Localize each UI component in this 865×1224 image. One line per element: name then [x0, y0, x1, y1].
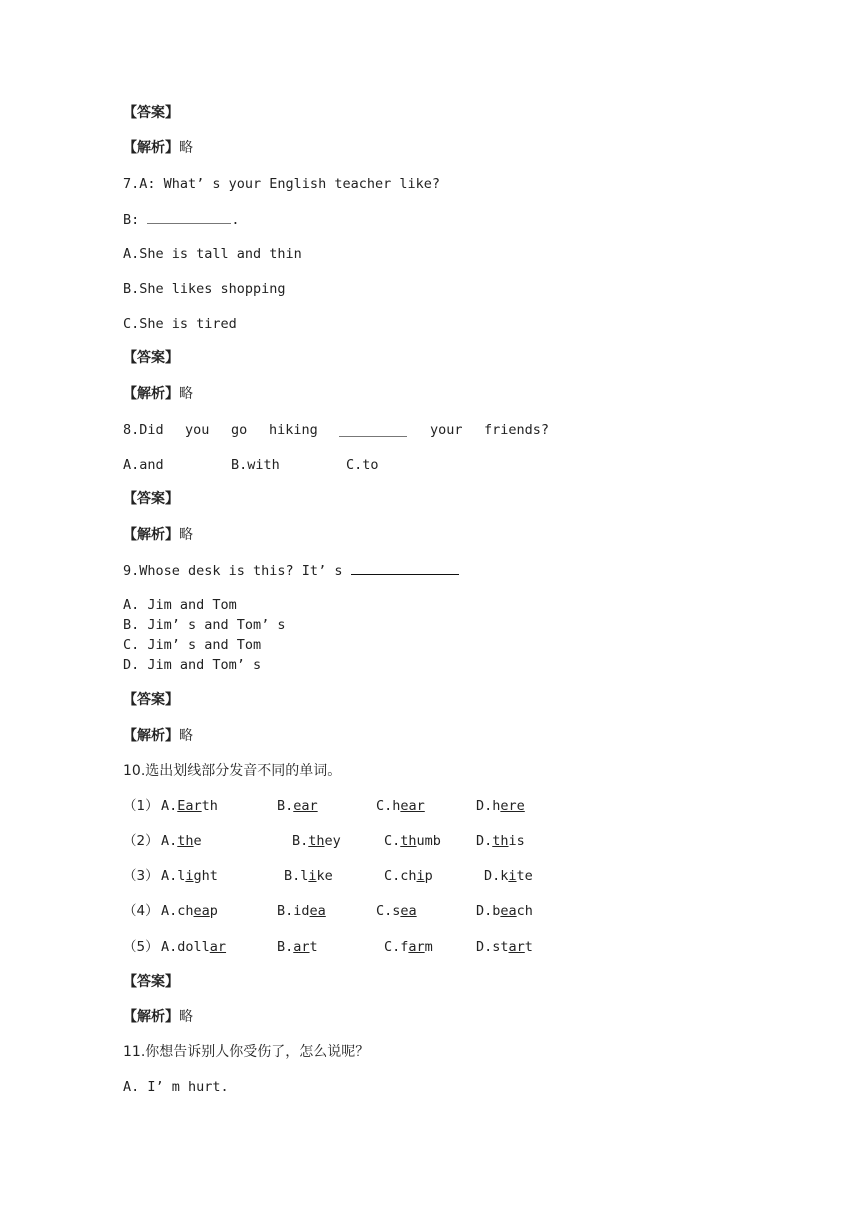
q6-answer-label: 【答案】 — [123, 105, 179, 121]
q7-answer-label: 【答案】 — [123, 350, 179, 366]
q10-option: B.art — [277, 939, 318, 955]
q10-question: 10.选出划线部分发音不同的单词。 — [123, 763, 342, 779]
q9-answer-label: 【答案】 — [123, 692, 179, 708]
q10-option: C.hear — [376, 798, 425, 814]
q7-option-b: B.She likes shopping — [123, 281, 286, 297]
q10-option: D.start — [476, 939, 533, 955]
q10-analysis-text: 略 — [179, 1009, 193, 1025]
q10-row-number: （2） — [123, 833, 159, 849]
q6-analysis-label: 【解析】 — [123, 140, 179, 156]
q10-analysis — [123, 1008, 193, 1026]
q8-word: 8.Did — [123, 422, 164, 438]
q7-reply — [123, 210, 240, 229]
q6-analysis — [123, 139, 193, 157]
q10-option: B.idea — [277, 903, 326, 919]
q7-analysis — [123, 385, 193, 403]
q8-analysis-text: 略 — [179, 527, 193, 543]
q7-option-c: C.She is tired — [123, 316, 237, 332]
q9-analysis-text: 略 — [179, 728, 193, 744]
q8-option-b: B.with — [231, 457, 280, 473]
q8-word: you — [185, 422, 210, 438]
q8-analysis — [123, 526, 193, 544]
q9-question-text: 9.Whose desk is this? It’ s — [123, 563, 343, 579]
q7-reply-prefix: B: — [123, 212, 140, 228]
q7-analysis-text: 略 — [179, 386, 193, 402]
q9-option-c: C. Jim’ s and Tom — [123, 637, 262, 653]
q8-option-c: C.to — [346, 457, 379, 473]
q10-option: D.beach — [476, 903, 533, 919]
q6-analysis-text: 略 — [179, 140, 193, 156]
q10-option: C.sea — [376, 903, 417, 919]
q7-analysis-label: 【解析】 — [123, 386, 179, 402]
q10-option: D.kite — [484, 868, 533, 884]
q10-option: A.dollar — [161, 939, 227, 955]
q10-option: C.farm — [384, 939, 433, 955]
q11-question: 11.你想告诉别人你受伤了，怎么说呢？ — [123, 1044, 370, 1060]
q10-option: C.chip — [384, 868, 433, 884]
q7-option-a: A.She is tall and thin — [123, 246, 302, 262]
q9-option-a: A. Jim and Tom — [123, 597, 237, 613]
q9-option-b: B. Jim’ s and Tom’ s — [123, 617, 286, 633]
q7-answer-blank — [147, 210, 231, 224]
q7-question: 7.A: What’ s your English teacher like? — [123, 176, 440, 192]
q10-option: B.like — [284, 868, 333, 884]
q9-question — [123, 561, 459, 580]
q8-answer-blank — [339, 423, 407, 437]
q10-option: B.they — [292, 833, 341, 849]
q9-analysis-label: 【解析】 — [123, 728, 179, 744]
q8-word: go — [231, 422, 248, 438]
q10-row-number: （4） — [123, 903, 159, 919]
q10-option: D.here — [476, 798, 525, 814]
q10-option: C.thumb — [384, 833, 441, 849]
q10-option: A.light — [161, 868, 218, 884]
q10-analysis-label: 【解析】 — [123, 1009, 179, 1025]
q10-option: D.this — [476, 833, 525, 849]
q10-row-number: （3） — [123, 868, 159, 884]
q9-analysis — [123, 727, 193, 745]
q8-word: your — [430, 422, 463, 438]
q8-word: friends? — [484, 422, 550, 438]
q7-reply-suffix: . — [231, 212, 240, 228]
q9-option-d: D. Jim and Tom’ s — [123, 657, 262, 673]
q10-answer-label: 【答案】 — [123, 974, 179, 990]
q8-analysis-label: 【解析】 — [123, 527, 179, 543]
q8-word: hiking — [269, 422, 318, 438]
q8-option-a: A.and — [123, 457, 164, 473]
q10-option: A.cheap — [161, 903, 218, 919]
q10-option: A.the — [161, 833, 202, 849]
q8-answer-label: 【答案】 — [123, 491, 179, 507]
q9-answer-blank — [351, 561, 459, 575]
q10-row-number: （5） — [123, 939, 159, 955]
q10-option: A.Earth — [161, 798, 218, 814]
q10-row-number: （1） — [123, 798, 159, 814]
q10-option: B.ear — [277, 798, 318, 814]
q11-option-a: A. I’ m hurt. — [123, 1079, 229, 1095]
